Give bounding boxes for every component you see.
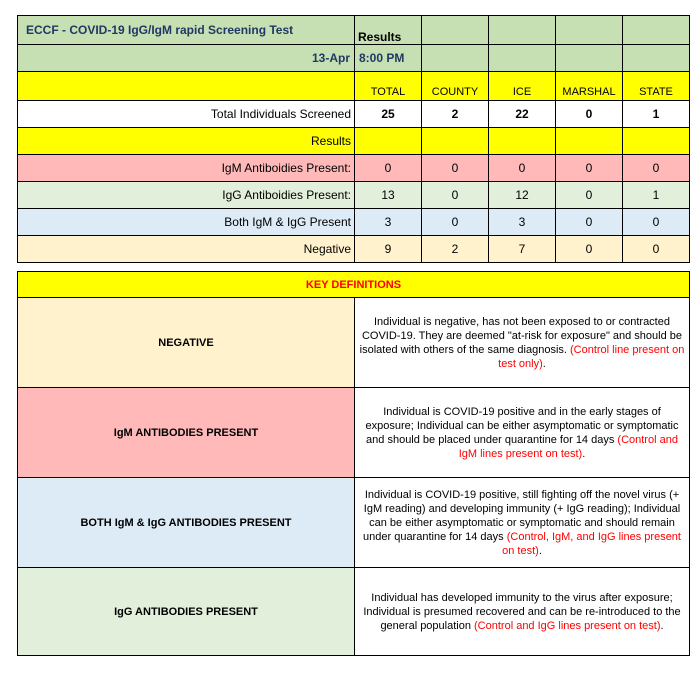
definition-tail: . bbox=[538, 544, 542, 557]
empty-cell bbox=[556, 128, 623, 155]
definition-text: Individual is negative, has not been exposed to or contracted COVID-19. They are deemed "at-risk for exposure" and should be isolated with others of the same diagnosis. bbox=[359, 315, 683, 356]
value-ice: 7 bbox=[489, 236, 556, 263]
term-negative: NEGATIVE bbox=[18, 298, 355, 388]
value-ice: 0 bbox=[489, 155, 556, 182]
value-county: 2 bbox=[422, 236, 489, 263]
column-header-state: STATE bbox=[623, 72, 690, 101]
value-ice: 3 bbox=[489, 209, 556, 236]
definition-tail: . bbox=[660, 619, 664, 632]
empty-cell bbox=[623, 16, 690, 45]
value-state: 0 bbox=[623, 236, 690, 263]
sheet-title: ECCF - COVID-19 IgG/IgM rapid Screening Test bbox=[18, 16, 355, 45]
definition-igg bbox=[355, 568, 690, 656]
key-definitions-title: KEY DEFINITIONS bbox=[18, 272, 690, 298]
empty-cell bbox=[422, 45, 489, 72]
value-total: 0 bbox=[355, 155, 422, 182]
column-header-total: TOTAL bbox=[355, 72, 422, 101]
empty-cell bbox=[422, 128, 489, 155]
empty-cell bbox=[489, 128, 556, 155]
value-state: 1 bbox=[623, 182, 690, 209]
empty-cell bbox=[489, 45, 556, 72]
empty-cell bbox=[556, 45, 623, 72]
definition-row bbox=[18, 388, 690, 478]
table-row bbox=[18, 236, 690, 263]
value-state: 0 bbox=[623, 155, 690, 182]
definition-text: Individual has developed immunity to the virus after exposure; Individual is presumed recovered and can be re-introduced to the general population bbox=[363, 591, 681, 632]
term-igg: IgG ANTIBODIES PRESENT bbox=[18, 568, 355, 656]
definition-tail: . bbox=[542, 357, 546, 370]
definition-row bbox=[18, 478, 690, 568]
table-row bbox=[18, 155, 690, 182]
screened-county: 2 bbox=[422, 101, 489, 128]
definition-text: Individual is COVID-19 positive, still fighting off the novel virus (+ IgM reading) and developing immunity (+ IgG reading); Individual can be either asymptomatic or symptomatic and should remain under quarantine for 14 days bbox=[363, 488, 681, 543]
value-ice: 12 bbox=[489, 182, 556, 209]
row-label: Negative bbox=[18, 236, 355, 263]
screened-state: 1 bbox=[623, 101, 690, 128]
definition-igm bbox=[355, 388, 690, 478]
value-county: 0 bbox=[422, 182, 489, 209]
column-header-marshal: MARSHAL bbox=[556, 72, 623, 101]
definition-tail: . bbox=[582, 447, 586, 460]
table-row bbox=[18, 182, 690, 209]
test-lines-note: (Control line present on test only) bbox=[498, 343, 685, 370]
table-row bbox=[18, 209, 690, 236]
empty-cell bbox=[422, 16, 489, 45]
results-table bbox=[17, 15, 690, 263]
definition-both bbox=[355, 478, 690, 568]
column-header-county: COUNTY bbox=[422, 72, 489, 101]
empty-cell bbox=[623, 45, 690, 72]
term-both: BOTH IgM & IgG ANTIBODIES PRESENT bbox=[18, 478, 355, 568]
value-marshal: 0 bbox=[556, 182, 623, 209]
empty-cell bbox=[623, 128, 690, 155]
value-total: 13 bbox=[355, 182, 422, 209]
test-lines-note: (Control and IgG lines present on test) bbox=[474, 619, 661, 632]
results-row-label: Results bbox=[18, 128, 355, 155]
empty-cell bbox=[355, 128, 422, 155]
report-date: 13-Apr bbox=[18, 45, 355, 72]
screened-total: 25 bbox=[355, 101, 422, 128]
empty-cell bbox=[556, 16, 623, 45]
definition-text: Individual is COVID-19 positive and in the early stages of exposure; Individual can be either asymptomatic or symptomatic and should be placed under quarantine for 14 days bbox=[365, 405, 679, 446]
value-marshal: 0 bbox=[556, 236, 623, 263]
column-header-ice: ICE bbox=[489, 72, 556, 101]
screened-label: Total Individuals Screened bbox=[18, 101, 355, 128]
key-definitions-table bbox=[17, 271, 690, 656]
results-heading: Results bbox=[355, 16, 422, 45]
term-igm: IgM ANTIBODIES PRESENT bbox=[18, 388, 355, 478]
test-lines-note: (Control and IgM lines present on test) bbox=[458, 433, 678, 460]
definition-row bbox=[18, 298, 690, 388]
report-time: 8:00 PM bbox=[355, 45, 422, 72]
value-county: 0 bbox=[422, 209, 489, 236]
definition-negative bbox=[355, 298, 690, 388]
test-lines-note: (Control, IgM, and IgG lines present on test) bbox=[502, 530, 681, 557]
row-label: Both IgM & IgG Present bbox=[18, 209, 355, 236]
row-label: IgG Antiboidies Present: bbox=[18, 182, 355, 209]
value-marshal: 0 bbox=[556, 155, 623, 182]
value-marshal: 0 bbox=[556, 209, 623, 236]
value-total: 9 bbox=[355, 236, 422, 263]
definition-row bbox=[18, 568, 690, 656]
value-state: 0 bbox=[623, 209, 690, 236]
screened-ice: 22 bbox=[489, 101, 556, 128]
empty-cell bbox=[489, 16, 556, 45]
value-county: 0 bbox=[422, 155, 489, 182]
screened-marshal: 0 bbox=[556, 101, 623, 128]
row-label: IgM Antiboidies Present: bbox=[18, 155, 355, 182]
value-total: 3 bbox=[355, 209, 422, 236]
empty-cell bbox=[18, 72, 355, 101]
